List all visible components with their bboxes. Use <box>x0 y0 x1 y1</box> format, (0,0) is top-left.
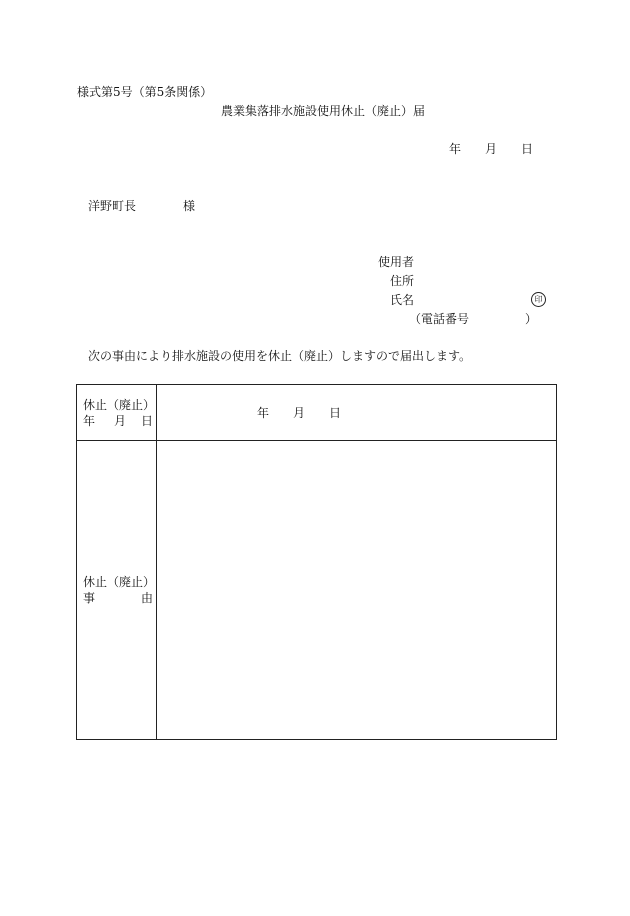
row1-label-line1: 休止（廃止） <box>83 398 156 412</box>
form-table <box>76 384 557 740</box>
seal-mark: 印 <box>531 292 546 307</box>
applicant-address-label: 住所 <box>390 274 415 288</box>
row1-value-month[interactable]: 月 <box>293 406 306 420</box>
addressee-name: 洋野町長 <box>88 199 137 213</box>
applicant-phone-close: ） <box>525 312 538 326</box>
date-day-label: 日 <box>521 142 534 156</box>
date-month-label: 月 <box>485 142 498 156</box>
row1-label-day: 日 <box>141 414 154 428</box>
row2-label-line1: 休止（廃止） <box>83 575 156 589</box>
applicant-heading: 使用者 <box>378 255 415 269</box>
addressee-honorific: 様 <box>183 199 196 213</box>
row2-label-reason: 由 <box>141 591 154 605</box>
document-title: 農業集落排水施設使用休止（廃止）届 <box>221 104 426 118</box>
applicant-name-label: 氏名 <box>390 293 415 307</box>
row1-label-year: 年 <box>83 414 96 428</box>
applicant-phone-label: （電話番号 <box>409 312 470 326</box>
row2-label-matter: 事 <box>83 591 96 605</box>
statement-text: 次の事由により排水施設の使用を休止（廃止）しますので届出します。 <box>88 349 472 363</box>
form-number: 様式第5号（第5条関係） <box>77 85 213 99</box>
row1-value-day[interactable]: 日 <box>329 406 342 420</box>
date-year-label: 年 <box>449 142 462 156</box>
row1-value-year[interactable]: 年 <box>257 406 270 420</box>
row1-label-month: 月 <box>114 414 127 428</box>
reason-input-area[interactable] <box>157 441 556 739</box>
